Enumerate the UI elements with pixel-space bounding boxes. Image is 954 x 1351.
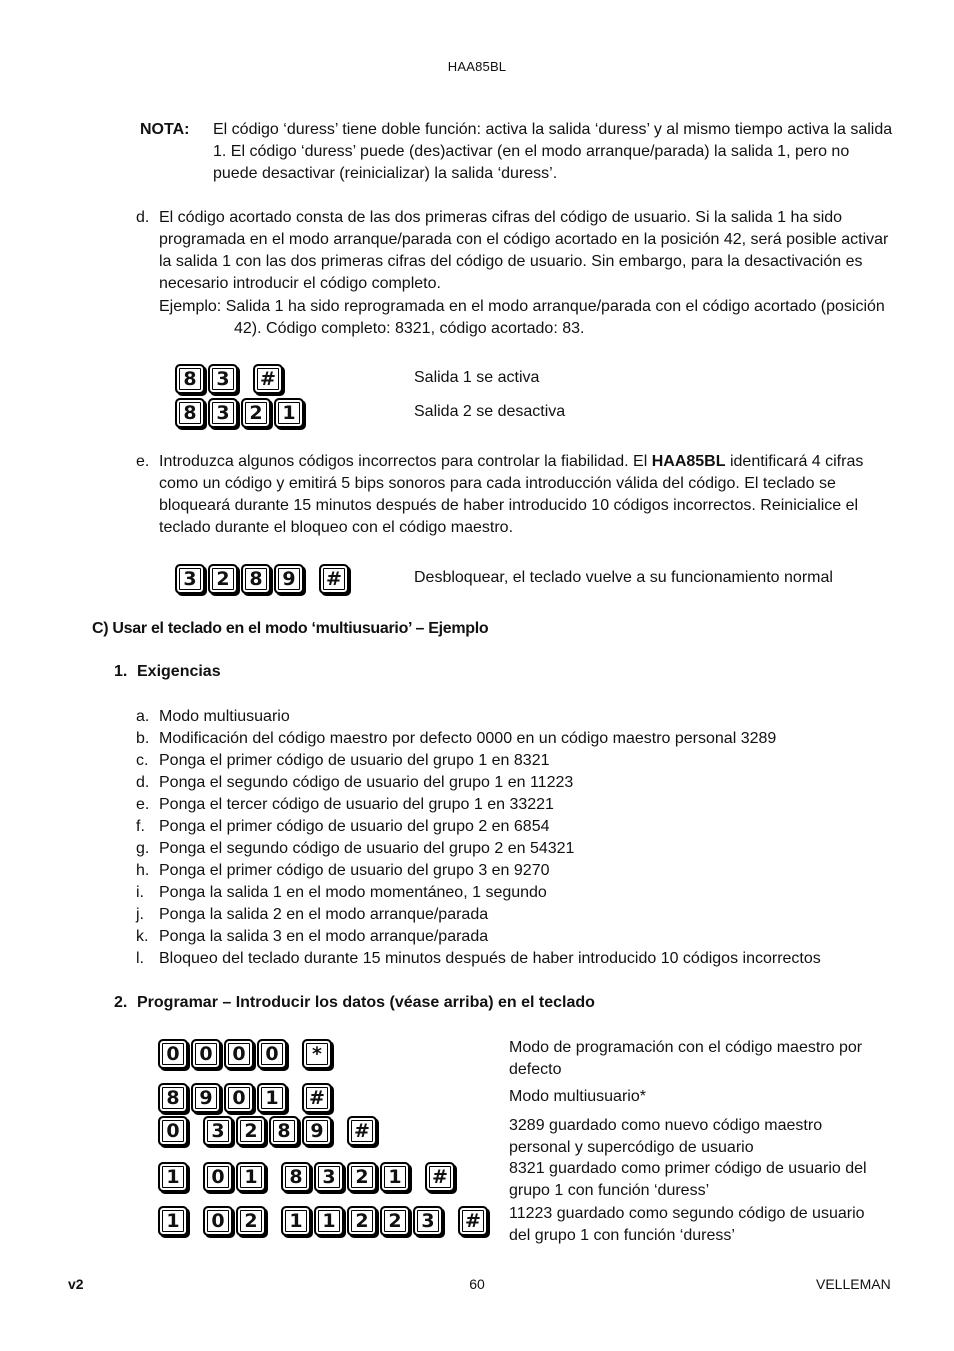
list-item-letter: e. xyxy=(136,796,150,813)
hash-key: # xyxy=(347,1116,377,1146)
digit-key: 1 xyxy=(158,1206,188,1236)
subsection-title: Programar – Introducir los datos (véase arriba) en el teclado xyxy=(137,994,595,1011)
digit-key: 1 xyxy=(281,1206,311,1236)
keypad-sequence xyxy=(158,1162,455,1192)
list-item-letter: b. xyxy=(136,730,150,747)
footer-version: v2 xyxy=(68,1276,84,1292)
digit-key: 2 xyxy=(380,1206,410,1236)
keypad-sequence xyxy=(158,1039,332,1069)
digit-key: 0 xyxy=(203,1206,233,1236)
keypad-sequence xyxy=(158,1116,377,1146)
list-item: Bloqueo del teclado durante 15 minutos después de haber introducido 10 códigos incorrectos xyxy=(159,950,821,967)
digit-key: 3 xyxy=(413,1206,443,1236)
hash-key: # xyxy=(458,1206,488,1236)
keypad-description: Salida 2 se desactiva xyxy=(414,403,566,420)
keypad-description: Modo de programación con el código maestro por defecto xyxy=(509,1039,863,1078)
list-item: Ponga la salida 2 en el modo arranque/parada xyxy=(159,906,489,923)
digit-key: 3 xyxy=(203,1116,233,1146)
list-item-letter: f. xyxy=(136,818,145,835)
list-item: Modo multiusuario xyxy=(159,708,290,725)
list-item: Ponga la salida 3 en el modo arranque/parada xyxy=(159,928,489,945)
digit-key: 2 xyxy=(347,1162,377,1192)
digit-key: 8 xyxy=(175,364,205,394)
digit-key: 3 xyxy=(208,364,238,394)
item-e-text-before: Introduzca algunos códigos incorrectos para controlar la fiabilidad. El xyxy=(159,453,652,470)
list-item-letter: h. xyxy=(136,862,150,879)
list-item: Ponga el primer código de usuario del grupo 2 en 6854 xyxy=(159,818,550,835)
digit-key: 1 xyxy=(158,1162,188,1192)
list-item-letter: g. xyxy=(136,840,150,857)
list-item-letter: c. xyxy=(136,752,149,769)
digit-key: 8 xyxy=(158,1083,188,1113)
digit-key: 8 xyxy=(269,1116,299,1146)
note-text: El código ‘duress’ tiene doble función: activa la salida ‘duress’ y al mismo tiempo activa la salida 1. El código ‘duress’ puede (des)activar (en el modo arranque/parada) la salida 1, pero no puede desactivar (reinicializar) la salida ‘duress’. xyxy=(213,121,893,182)
list-item: Ponga la salida 1 en el modo momentáneo, 1 segundo xyxy=(159,884,547,901)
item-e-text xyxy=(159,451,889,539)
page-header-title: HAA85BL xyxy=(447,59,507,74)
digit-key: 0 xyxy=(203,1162,233,1192)
item-d-example-line2: 42). Código completo: 8321, código acortado: 83. xyxy=(234,320,585,337)
digit-key: 3 xyxy=(208,398,238,428)
keypad-description: Salida 1 se activa xyxy=(414,369,540,386)
section-title: C) Usar el teclado en el modo ‘multiusuario’ – Ejemplo xyxy=(92,620,489,637)
digit-key: 9 xyxy=(302,1116,332,1146)
note-label: NOTA: xyxy=(140,121,190,138)
digit-key: 0 xyxy=(158,1039,188,1069)
product-name: HAA85BL xyxy=(651,453,726,470)
digit-key: 3 xyxy=(314,1162,344,1192)
digit-key: 0 xyxy=(158,1116,188,1146)
digit-key: 1 xyxy=(274,398,304,428)
item-d-letter: d. xyxy=(136,209,150,226)
item-d-text: El código acortado consta de las dos primeras cifras del código de usuario. Si la salida 1 ha sido programada en el modo arranque/parada con el código acortado en la posición 42, será posible activar la salida 1 con las dos primeras cifras del código de usuario. Sin embargo, para la desactivación es necesario introducir el código completo. xyxy=(159,209,889,292)
footer-brand: VELLEMAN xyxy=(816,1276,891,1292)
digit-key: 8 xyxy=(175,398,205,428)
list-item: Ponga el primer código de usuario del grupo 1 en 8321 xyxy=(159,752,550,769)
digit-key: 1 xyxy=(257,1083,287,1113)
digit-key: 9 xyxy=(274,564,304,594)
list-item: Modificación del código maestro por defecto 0000 en un código maestro personal 3289 xyxy=(159,730,777,747)
list-item-letter: i. xyxy=(136,884,144,901)
keypad-sequence xyxy=(158,1083,332,1113)
list-item-letter: l. xyxy=(136,950,144,967)
item-d-example-line1: Ejemplo: Salida 1 ha sido reprogramada en el modo arranque/parada con el código acortado (posición xyxy=(159,298,885,315)
digit-key: 0 xyxy=(224,1083,254,1113)
digit-key: 0 xyxy=(191,1039,221,1069)
subsection-number: 1. xyxy=(114,663,128,680)
digit-key: 2 xyxy=(236,1206,266,1236)
list-item: Ponga el segundo código de usuario del grupo 1 en 11223 xyxy=(159,774,574,791)
keypad-description: 11223 guardado como segundo código de usuario del grupo 1 con función ‘duress’ xyxy=(509,1205,865,1244)
digit-key: 1 xyxy=(236,1162,266,1192)
item-e-text-after: identificará 4 cifras como un código y emitirá 5 bips sonoros para cada introducción válida del código. El teclado se bloqueará durante 15 minutos después de haber introducido 10 códigos incorrectos. Reinicialice el teclado durante el bloqueo con el código maestro. xyxy=(159,453,864,536)
digit-key: 2 xyxy=(236,1116,266,1146)
list-item: Ponga el tercer código de usuario del grupo 1 en 33221 xyxy=(159,796,554,813)
digit-key: 9 xyxy=(191,1083,221,1113)
subsection-title: Exigencias xyxy=(137,663,221,680)
subsection-number: 2. xyxy=(114,994,128,1011)
keypad-description: Modo multiusuario* xyxy=(509,1088,646,1105)
digit-key: 1 xyxy=(380,1162,410,1192)
list-item: Ponga el primer código de usuario del grupo 3 en 9270 xyxy=(159,862,550,879)
footer-page-number: 60 xyxy=(469,1276,485,1292)
hash-key: # xyxy=(253,364,283,394)
list-item-letter: j. xyxy=(136,906,144,923)
list-item-letter: d. xyxy=(136,774,150,791)
list-item: Ponga el segundo código de usuario del grupo 2 en 54321 xyxy=(159,840,575,857)
digit-key: 2 xyxy=(241,398,271,428)
digit-key: 3 xyxy=(175,564,205,594)
keypad-sequence xyxy=(158,1206,488,1236)
hash-key: # xyxy=(302,1083,332,1113)
keypad-sequence xyxy=(175,398,304,428)
list-item-letter: a. xyxy=(136,708,150,725)
digit-key: 0 xyxy=(257,1039,287,1069)
item-e-letter: e. xyxy=(136,453,150,470)
list-item-letter: k. xyxy=(136,928,149,945)
digit-key: 8 xyxy=(241,564,271,594)
digit-key: 2 xyxy=(347,1206,377,1236)
keypad-sequence xyxy=(175,364,283,394)
star-key: * xyxy=(302,1039,332,1069)
keypad-description: 3289 guardado como nuevo código maestro personal y supercódigo de usuario xyxy=(509,1117,823,1156)
keypad-sequence xyxy=(175,564,349,594)
digit-key: 2 xyxy=(208,564,238,594)
keypad-description: 8321 guardado como primer código de usuario del grupo 1 con función ‘duress’ xyxy=(509,1160,867,1199)
hash-key: # xyxy=(425,1162,455,1192)
hash-key: # xyxy=(319,564,349,594)
digit-key: 1 xyxy=(314,1206,344,1236)
keypad-description: Desbloquear, el teclado vuelve a su funcionamiento normal xyxy=(414,569,833,586)
digit-key: 8 xyxy=(281,1162,311,1192)
digit-key: 0 xyxy=(224,1039,254,1069)
